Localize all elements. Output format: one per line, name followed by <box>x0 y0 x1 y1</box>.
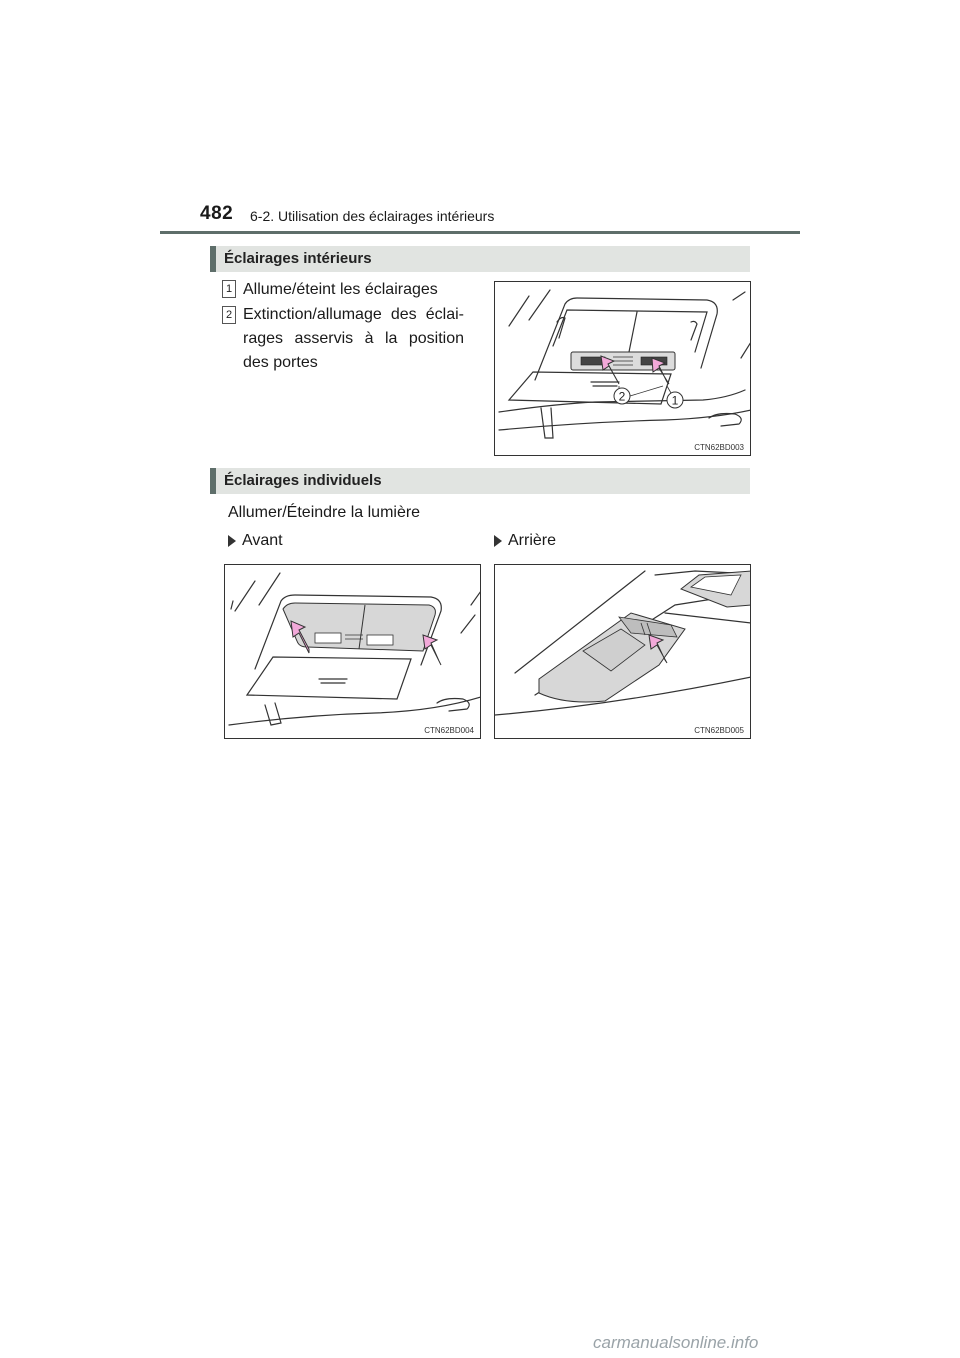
header-rule <box>160 231 800 234</box>
section-header-individual-lights <box>210 468 750 494</box>
section-intro-text: Allumer/Éteindre la lumière <box>228 504 421 521</box>
section-header-interior-lights <box>210 246 750 272</box>
section-title: Éclairages individuels <box>224 472 382 489</box>
item-text: Allume/éteint les éclairages <box>243 281 438 298</box>
figure-code: CTN62BD004 <box>424 726 474 735</box>
subheading-rear: Arrière <box>508 532 557 549</box>
front-light-illustration <box>225 565 481 739</box>
item-number-badge: 2 <box>222 306 236 324</box>
figure-front-lights <box>224 564 481 739</box>
item-number-badge: 1 <box>222 280 236 298</box>
bullet-triangle-icon <box>228 535 236 547</box>
subheading-front: Avant <box>242 532 283 549</box>
item-text: Extinction/allumage des éclai-rages asservis à la position des portes <box>243 306 464 371</box>
figure-code: CTN62BD003 <box>694 443 744 452</box>
figure-rear-light <box>494 564 751 739</box>
figure-code: CTN62BD005 <box>694 726 744 735</box>
section-title: Éclairages intérieurs <box>224 250 372 267</box>
figure-interior-lights <box>494 281 751 456</box>
figure-callout: 2 <box>618 389 626 404</box>
rear-light-illustration <box>495 565 751 739</box>
figure-callout: 1 <box>671 393 679 408</box>
interior-light-illustration <box>495 282 751 456</box>
page-number: 482 <box>200 203 234 224</box>
chapter-title: 6-2. Utilisation des éclairages intérieurs <box>250 208 495 224</box>
bullet-triangle-icon <box>494 535 502 547</box>
watermark-text[interactable]: carmanualsonline.info <box>593 1333 759 1352</box>
